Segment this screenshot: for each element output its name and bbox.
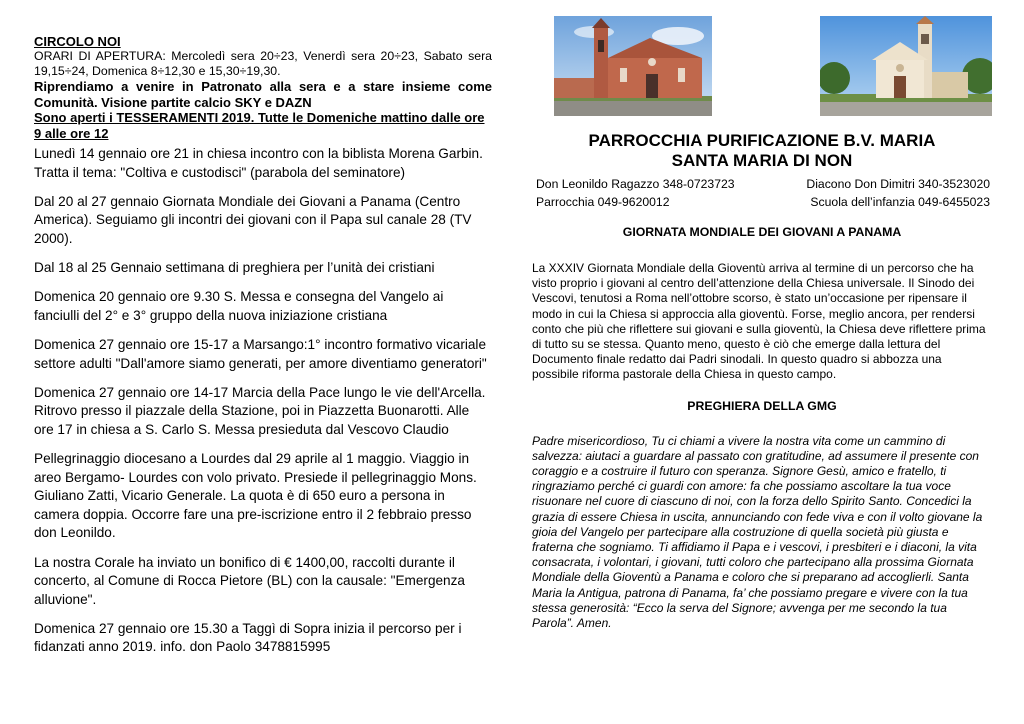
photos-row	[532, 16, 992, 116]
announcement-item: Domenica 27 gennaio ore 15.30 a Taggì di Sopra inizia il percorso per i fidanzati anno 2019. info. don Paolo 3478815995	[34, 620, 462, 655]
prayer-heading: PREGHIERA DELLA GMG	[687, 398, 837, 413]
contact-parrocchia: Parrocchia 049-9620012	[536, 195, 670, 209]
right-column	[532, 16, 992, 631]
announcement-item: Domenica 27 gennaio ore 14-17 Marcia della Pace lungo le vie dell'Arcella. Ritrovo presso il piazzale della Stazione, poi in Piazzetta Buonarotti. Alle ore 17 in chiesa a S. Carlo S. Messa presieduta dal Vescovo Claudio	[34, 384, 486, 437]
prayer-text: Padre misericordioso, Tu ci chiami a vivere la nostra vita come un cammino di salvezza: aiutaci a guardare al passato con gratitudine, ad assumere il presente con coraggio e a costruire il futuro con speranza. Signore Gesù, amico e fratello, ti ringraziamo perché ci guardi con amore: fa che possiamo ascoltare la tua voce risuonare nel cuore di ciascuno di noi, con la forza dello Spirito Santo. Concedici la grazia di essere Chiesa in uscita, annunciando con fede viva e con il volto giovane la gioia del Vangelo per partecipare alla costruzione di quella società più giusta e fraterna che sogniamo. Ti affidiamo il Papa e i vescovi, i presbiteri e i diaconi, la vita consacrata, i volontari, i giovani, tutti coloro che partecipano alla prossima Giornata Mondiale della Gioventù a Panama e coloro che si preparano ad accoglierli. Santa Maria la Antigua, patrona di Panama, fa’ che possiamo pregare e vivere con la tua stessa generosità: “Ecco la serva del Signore; avvenga per me secondo la tua Parola”. Amen.	[532, 433, 983, 631]
announcement-item: Pellegrinaggio diocesano a Lourdes dal 29 aprile al 1 maggio. Viaggio in areo Bergamo- Lourdes con volo privato. Presiede il pellegrinaggio Mons. Giuliano Zatti, Vicario Generale. La quota è di 650 euro a persona in camera doppia. Occorre fare una pre-iscrizione entro il 2 febbraio presso don Leonildo.	[34, 451, 477, 541]
contact-parroco: Don Leonildo Ragazzo 348-0723723	[536, 177, 735, 191]
opening-hours-text: ORARI DI APERTURA: Mercoledì sera 20÷23, Venerdì sera 20÷23, Sabato sera 19,15÷24, Domenica 8÷12,30 e 15,30÷19,30.	[34, 49, 492, 78]
church-photo-brick	[554, 16, 712, 116]
announcement-item: La nostra Corale ha inviato un bonifico di € 1400,00, raccolti durante il concerto, al Comune di Rocca Pietore (BL) con la causale: "Emergenza alluvione".	[34, 554, 465, 607]
announcement-item: Dal 20 al 27 gennaio Giornata Mondiale dei Giovani a Panama (Centro America). Seguiamo gli incontri dei giovani con il Papa sul canale 28 (TV 2000).	[34, 193, 472, 246]
announcement-item: Dal 18 al 25 Gennaio settimana di preghiera per l’unità dei cristiani	[34, 260, 435, 276]
church-photo-white	[820, 16, 992, 116]
announcement-item: Domenica 20 gennaio ore 9.30 S. Messa e consegna del Vangelo ai fanciulli del 2° e 3° gruppo della nuova iniziazione cristiana	[34, 289, 444, 323]
announcement-item: Lunedì 14 gennaio ore 21 in chiesa incontro con la biblista Morena Garbin. Tratta il tema: "Coltiva e custodisci" (parabola del seminatore)	[34, 146, 483, 180]
parish-title	[532, 131, 992, 171]
circolo-noi-title: CIRCOLO NOI	[34, 34, 121, 49]
left-column	[34, 34, 492, 668]
patronato-announcement: Riprendiamo a venire in Patronato alla sera e a stare insieme come Comunità. Visione partite calcio SKY e DAZN	[34, 79, 492, 110]
announcement-item: Domenica 27 gennaio ore 15-17 a Marsango:1° incontro formativo vicariale settore adulti "Dall'amore siamo generati, per amore diventiamo generatori"	[34, 337, 487, 371]
parish-name-line2: SANTA MARIA DI NON	[671, 151, 853, 170]
gmg-article: La XXXIV Giornata Mondiale della Gioventù arriva al termine di un percorso che ha visto proprio i giovani al centro dell’attenzione della Chiesa universale. Il Sinodo dei Vescovi, tenutosi a Roma nell’ottobre scorso, è stato un’occasione per ripensare il modo in cui la Chiesa si approccia alla gioventù. Forse, meglio ancora, per rendersi conto che più che riflettere sui giovani e sulla gioventù, la Chiesa deve riflettere prima di tutto su se stessa. Quanto meno, questo è ciò che emerge dalla lettura del Documento finale redatto dai Padri sinodali. In questo quadro si abbozza una possibile riforma pastorale della Chiesa in questo campo.	[532, 261, 986, 382]
contact-row	[532, 193, 992, 211]
contact-diacono: Diacono Don Dimitri 340-3523020	[806, 177, 990, 191]
membership-announcement: Sono aperti i TESSERAMENTI 2019. Tutte le Domeniche mattino dalle ore 9 alle ore 12	[34, 110, 485, 141]
announcements-list	[34, 145, 492, 657]
gmg-heading: GIORNATA MONDIALE DEI GIOVANI A PANAMA	[622, 225, 902, 239]
contact-row	[532, 175, 992, 193]
parish-name-line1: PARROCCHIA PURIFICAZIONE B.V. MARIA	[588, 131, 936, 150]
contact-scuola: Scuola dell’infanzia 049-6455023	[810, 195, 990, 209]
